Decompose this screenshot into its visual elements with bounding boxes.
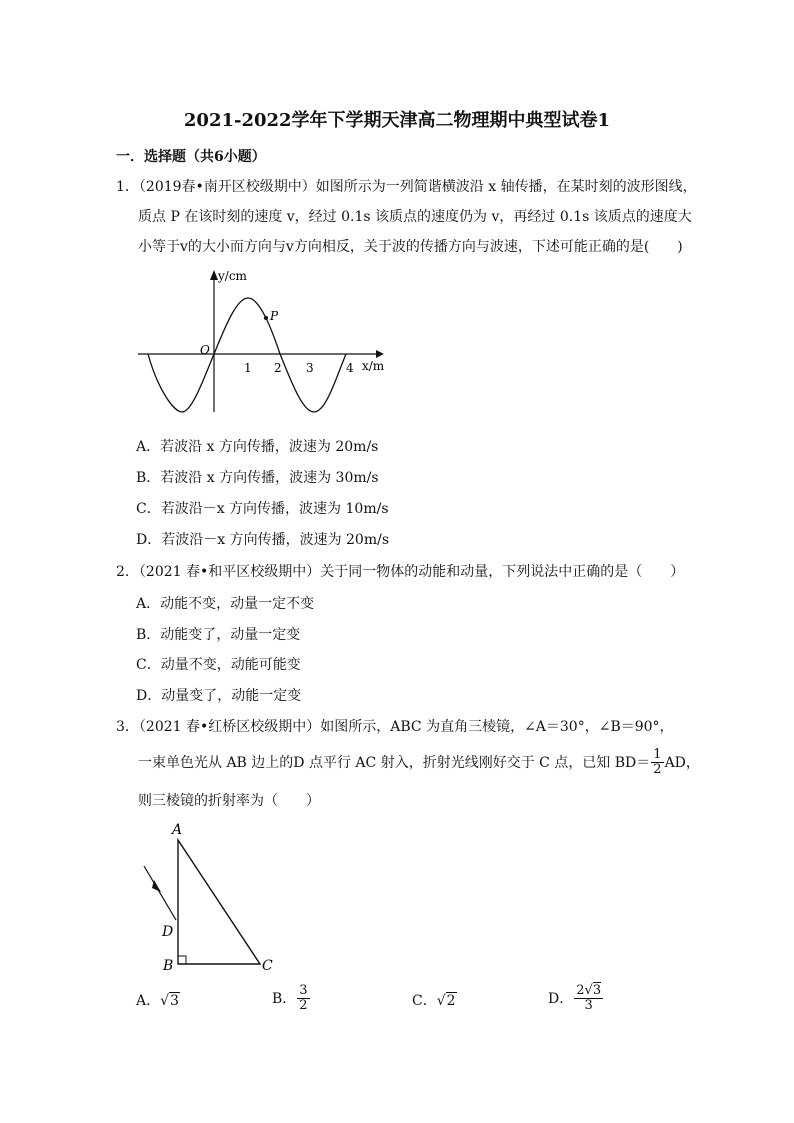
q2-option-d: D．动量变了，动能一定变 (136, 688, 302, 704)
q3-option-a (136, 990, 180, 1010)
sqrt-3-radicand: 3 (170, 993, 179, 1009)
sqrt-2: √2 (436, 993, 456, 1009)
q3-option-d-label: D． (548, 990, 574, 1007)
q1-line3: 小等于v的大小而方向与v方向相反，关于波的传播方向与波速，下述可能正确的是( ) (138, 239, 683, 255)
frac-3-over-2-num: 3 (299, 983, 308, 998)
q2-line1: 2．（2021 春•和平区校级期中）关于同一物体的动能和动量，下列说法中正确的是（ ） (116, 564, 685, 580)
point-p-dot (264, 316, 268, 320)
frac-2sqrt3-radicand: 3 (592, 983, 602, 998)
sqrt-3: √3 (160, 993, 179, 1009)
q1-line2: 质点 P 在该时刻的速度 v，经过 0.1s 该质点的速度仍为 v，再经过 0.1s 该质点的速度大 (138, 209, 692, 225)
prism-diagram (130, 818, 290, 976)
vertex-c-label: C (262, 958, 273, 974)
tick-label-2: 2 (274, 361, 282, 375)
frac-2sqrt3-den: 3 (584, 998, 593, 1014)
x-axis-arrow (376, 350, 384, 358)
q3-line3: 则三棱镜的折射率为（ ） (138, 793, 320, 809)
frac-3-over-2 (297, 984, 309, 1014)
tick-label-3: 3 (306, 361, 314, 375)
q3-fraction-num: 1 (653, 747, 662, 762)
q3-option-a-label: A． (136, 993, 161, 1009)
wave-graph (130, 266, 400, 416)
q2-option-b: B．动能变了，动量一定变 (136, 627, 301, 643)
page-title: 2021-2022学年下学期天津高二物理期中典型试卷1 (183, 110, 611, 131)
frac-2sqrt3-over-3 (574, 984, 603, 1014)
q1-option-c: C．若波沿－x 方向传播，波速为 10m/s (136, 501, 389, 517)
q2-option-a: A．动能不变，动量一定不变 (136, 596, 315, 612)
frac-2sqrt3-num: 2√3 (576, 983, 602, 998)
y-axis-arrow (210, 270, 218, 280)
q3-line2 (138, 748, 700, 778)
incident-ray (144, 866, 176, 920)
frac-3-over-2-den: 2 (299, 998, 308, 1014)
point-d-label: D (162, 924, 174, 940)
frac-2sqrt3-coef: 2 (576, 983, 585, 998)
vertex-a-label: A (172, 822, 183, 838)
tick-label-1: 1 (244, 361, 252, 375)
q3-option-d (548, 984, 604, 1014)
q3-line1: 3．（2021 春•红桥区校级期中）如图所示，ABC 为直角三棱镜，∠A＝30°，∠B＝90°， (116, 719, 674, 735)
q3-option-c-label: C． (412, 993, 437, 1009)
q1-line1: 1．（2019春•南开区校级期中）如图所示为一列简谐横波沿 x 轴传播，在某时刻的波形图线， (116, 179, 697, 195)
prism-triangle (178, 840, 260, 964)
q3-option-b (272, 984, 311, 1014)
origin-label: O (200, 343, 210, 357)
x-axis-label: x/m (362, 359, 385, 373)
vertex-b-label: B (163, 958, 174, 974)
q1-option-a: A．若波沿 x 方向传播，波速为 20m/s (136, 439, 379, 455)
section-heading: 一．选择题（共6小题） (116, 149, 266, 165)
q3-fraction (651, 748, 663, 778)
q3-fraction-den: 2 (653, 762, 662, 778)
q1-option-b: B．若波沿 x 方向传播，波速为 30m/s (136, 470, 379, 486)
q3-line2-pre: 一束单色光从 AB 边上的D 点平行 AC 射入，折射光线刚好交于 C 点，已知 BD＝ (138, 754, 651, 771)
q3-line2-post: AD， (664, 754, 700, 771)
y-axis-label: y/cm (218, 269, 247, 283)
right-angle-mark (178, 956, 186, 964)
q2-option-c: C．动量不变，动能可能变 (136, 657, 301, 673)
sqrt-2-radicand: 2 (446, 993, 456, 1009)
wave-curve (148, 298, 346, 412)
q3-option-b-label: B． (272, 990, 297, 1007)
q3-option-c (412, 990, 457, 1010)
tick-label-4: 4 (346, 361, 354, 375)
point-p-label: P (270, 309, 279, 323)
q1-option-d: D．若波沿－x 方向传播，波速为 20m/s (136, 532, 390, 548)
